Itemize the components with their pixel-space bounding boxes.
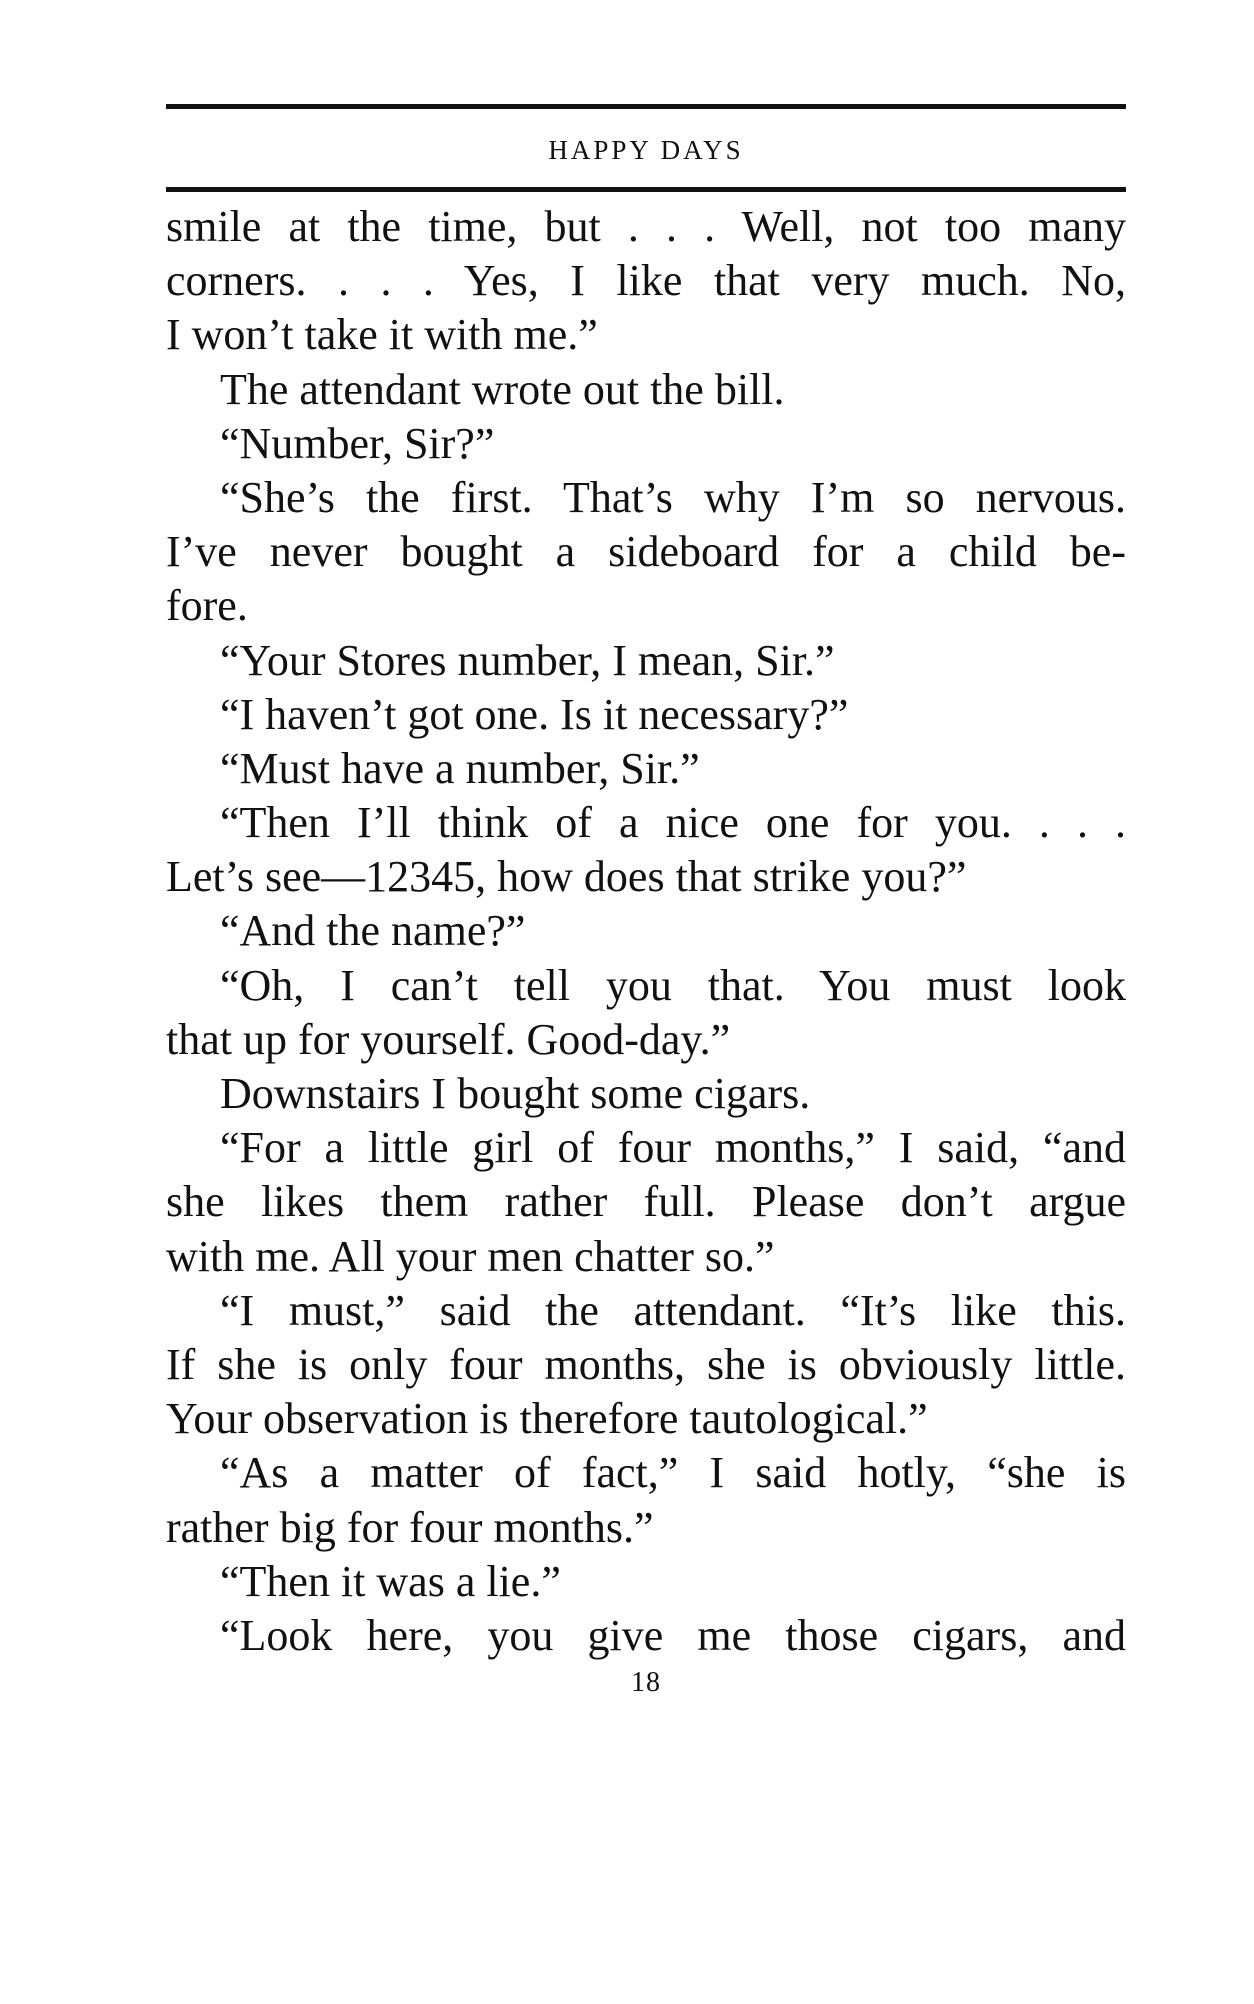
text-line: I’ve never bought a sideboard for a child be-: [166, 527, 1126, 577]
header-rule-bottom: [166, 187, 1126, 192]
text-line: with me. All your men chatter so.”: [166, 1231, 775, 1281]
body-text: [166, 200, 1126, 1663]
text-line: “Must have a number, Sir.”: [220, 743, 700, 793]
book-page: [166, 104, 1126, 1699]
text-line: “Your Stores number, I mean, Sir.”: [220, 635, 835, 685]
text-line: “For a little girl of four months,” I said, “and: [220, 1123, 1126, 1173]
text-line: “And the name?”: [220, 906, 526, 956]
text-line: Let’s see—12345, how does that strike you?”: [166, 852, 967, 902]
text-line: “As a matter of fact,” I said hotly, “she is: [220, 1448, 1126, 1498]
text-line: “Oh, I can’t tell you that. You must look: [220, 960, 1126, 1010]
text-line: “Then it was a lie.”: [220, 1556, 561, 1606]
text-line: “Look here, you give me those cigars, and: [220, 1610, 1126, 1660]
text-line: I won’t take it with me.”: [166, 310, 598, 360]
running-head: HAPPY DAYS: [548, 135, 744, 165]
text-line: If she is only four months, she is obviously little.: [166, 1339, 1126, 1389]
text-line: “She’s the first. That’s why I’m so nervous.: [220, 472, 1126, 522]
text-line: fore.: [166, 581, 248, 631]
header-rule-top: [166, 104, 1126, 109]
text-line: corners. . . . Yes, I like that very much. No,: [166, 256, 1126, 306]
text-line: Downstairs I bought some cigars.: [220, 1069, 811, 1118]
text-line: “Number, Sir?”: [220, 418, 495, 468]
text-line: smile at the time, but . . . Well, not too many: [166, 202, 1126, 251]
text-line: “Then I’ll think of a nice one for you. . . .: [220, 798, 1126, 848]
page-number: 18: [631, 1667, 661, 1699]
text-line: she likes them rather full. Please don’t argue: [166, 1177, 1126, 1227]
text-line: Your observation is therefore tautological.”: [166, 1394, 928, 1444]
text-line: rather big for four months.”: [166, 1502, 654, 1552]
text-line: “I haven’t got one. Is it necessary?”: [220, 689, 849, 739]
text-line: The attendant wrote out the bill.: [220, 364, 785, 414]
text-line: that up for yourself. Good-day.”: [166, 1014, 731, 1064]
text-line: “I must,” said the attendant. “It’s like this.: [220, 1285, 1126, 1335]
